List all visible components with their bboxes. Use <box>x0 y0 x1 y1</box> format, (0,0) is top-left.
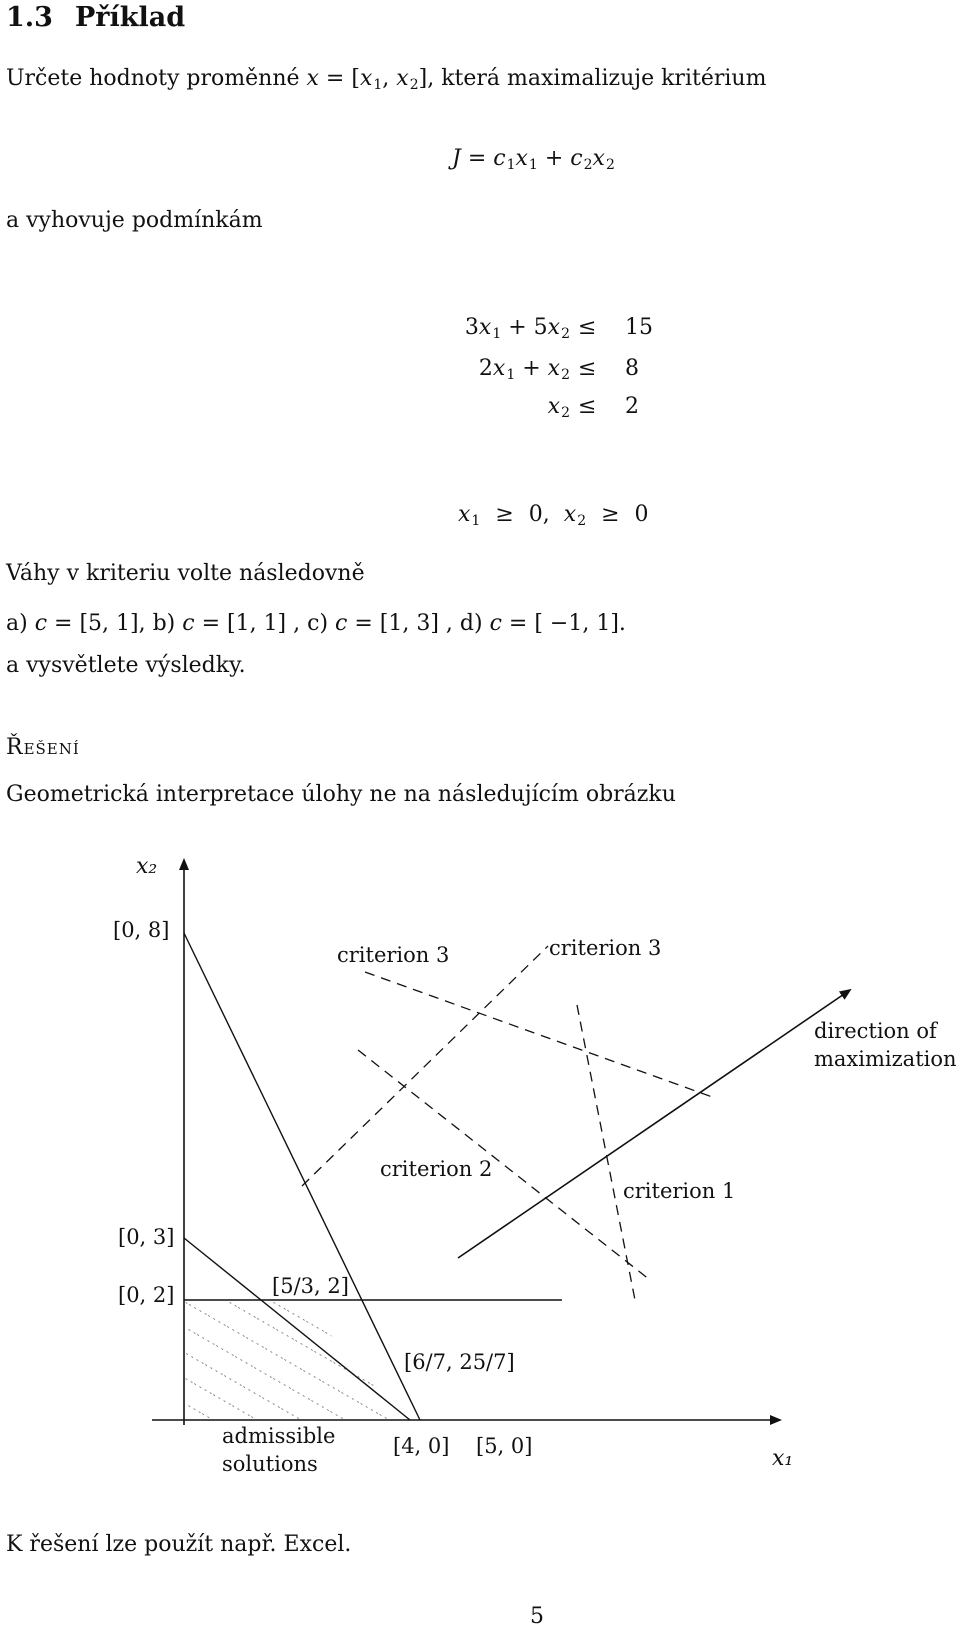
axis-y-label: x₂ <box>136 854 158 879</box>
constraint-rhs: 8 <box>625 356 639 381</box>
admissible-label-line2: solutions <box>222 1452 318 1476</box>
admissible-label-line1: admissible <box>222 1424 336 1448</box>
footer-text: K řešení lze použít např. Excel. <box>6 1532 352 1557</box>
constraint-row <box>0 356 960 386</box>
section-number: 1.3 <box>6 2 53 33</box>
constraint-op: ≤ <box>578 356 597 381</box>
criterion-line <box>577 1005 635 1300</box>
admissible-region <box>185 1300 405 1420</box>
lp-figure <box>0 840 960 1500</box>
point-0-2: [0, 2] <box>118 1283 175 1307</box>
intro-text-after: , která maximalizuje kritérium <box>427 66 767 91</box>
criterion-equation: $J = c_1x_1 + c_2x_2$ <box>452 146 615 173</box>
axis-x-label: x₁ <box>772 1446 794 1471</box>
weights-intro: Váhy v kriteriu volte následovně <box>6 561 365 586</box>
point-5-3-2: [5/3, 2] <box>272 1274 349 1298</box>
constraint-op: ≤ <box>578 394 597 419</box>
point-4-0: [4, 0] <box>393 1434 450 1458</box>
weights-cases: a) c = [5, 1], b) c = [1, 1] , c) c = [1, 3] , d) c = [ −1, 1]. <box>6 611 626 636</box>
point-0-8: [0, 8] <box>113 918 170 942</box>
explain-text: a vysvětlete výsledky. <box>6 653 246 678</box>
constraint-row <box>0 315 960 345</box>
criterion2-label: criterion 2 <box>380 1157 493 1181</box>
intro-text-before: Určete hodnoty proměnné <box>6 66 307 91</box>
constraints-intro: a vyhovuje podmínkám <box>6 208 263 233</box>
criterion-line <box>302 946 548 1186</box>
intro-paragraph: Určete hodnoty proměnné $x = [x_1$, $x_2$], která maximalizuje kritérium <box>6 66 767 93</box>
point-5-0: [5, 0] <box>476 1434 533 1458</box>
constraint-lhs: $x_2$ <box>547 394 570 421</box>
criterion1-label: criterion 1 <box>623 1179 736 1203</box>
point-6-7-25-7: [6/7, 25/7] <box>404 1350 515 1374</box>
section-title: Příklad <box>74 2 186 33</box>
constraint-row <box>0 394 960 424</box>
solution-text: Geometrická interpretace úlohy ne na následujícím obrázku <box>6 782 676 807</box>
constraint-rhs: 2 <box>625 394 639 419</box>
constraint-lhs: $3x_1 + 5x_2$ <box>464 315 570 342</box>
nonnegativity-constraint: $x_1 \ge 0$, $x_2 \ge 0$ <box>458 502 649 529</box>
criterion3-label-a: criterion 3 <box>337 943 450 967</box>
criterion3-label-b: criterion 3 <box>549 936 662 960</box>
constraint-lhs: $2x_1 + x_2$ <box>478 356 570 383</box>
direction-label-line2: maximization <box>814 1047 957 1071</box>
constraint-op: ≤ <box>578 315 597 340</box>
section-heading <box>6 2 185 33</box>
criterion-line <box>365 972 715 1098</box>
direction-label-line1: direction of <box>814 1019 937 1043</box>
constraint-rhs: 15 <box>625 315 653 340</box>
page-number: 5 <box>530 1604 544 1629</box>
direction-arrow <box>458 990 850 1258</box>
solution-heading: Řešení <box>6 735 80 760</box>
point-0-3: [0, 3] <box>118 1225 175 1249</box>
